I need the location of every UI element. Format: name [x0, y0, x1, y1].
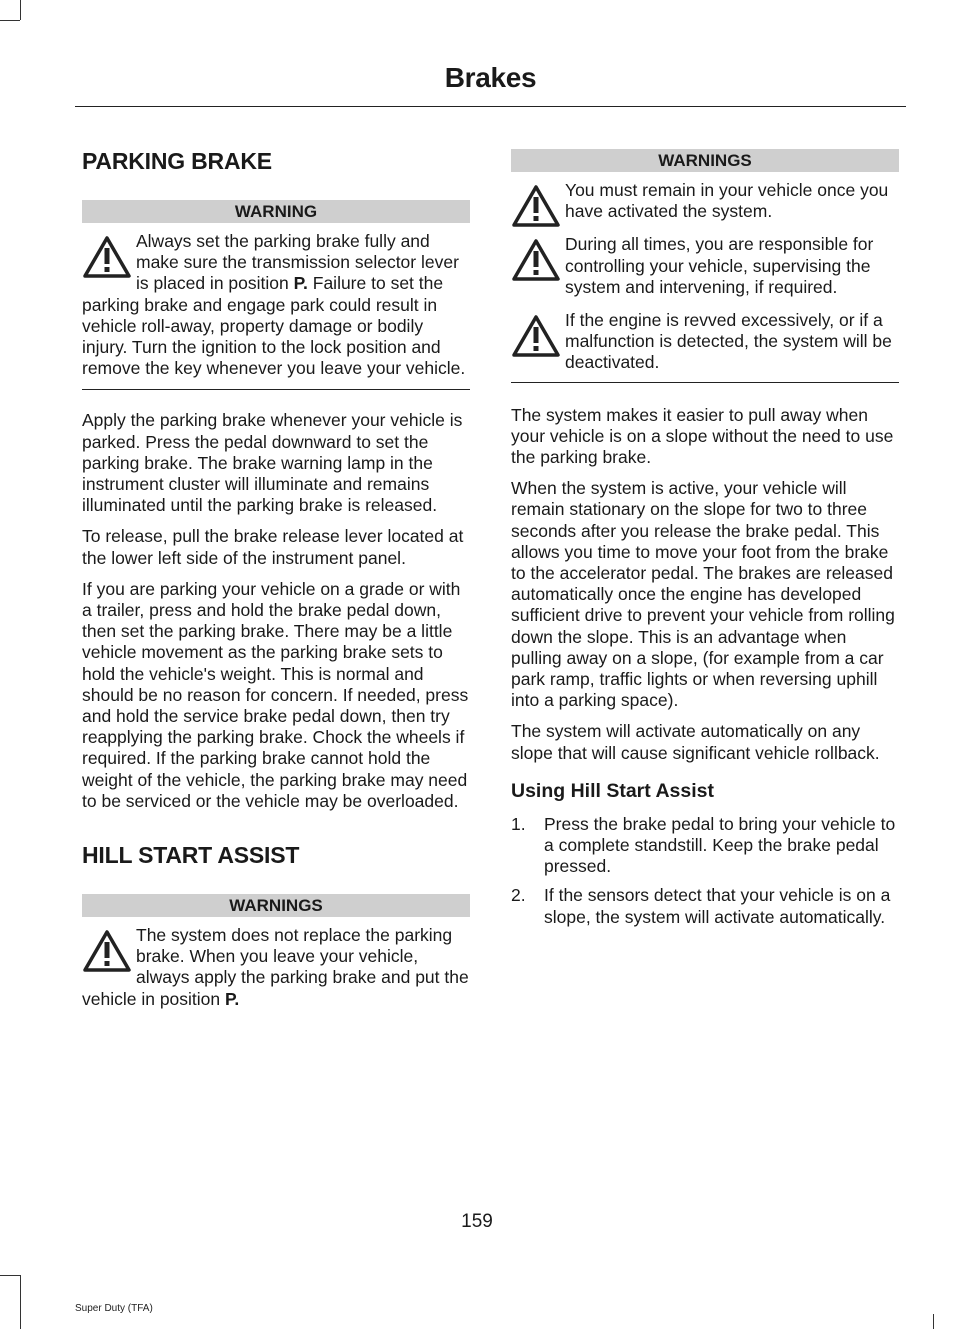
warning-text: During all times, you are responsible for controlling your vehicle, supervising the system and intervening, if required. — [565, 234, 874, 297]
crop-mark — [20, 0, 21, 20]
warning-item — [511, 310, 899, 374]
warning-header: WARNING — [82, 200, 470, 223]
warning-text: If the engine is revved excessively, or if a malfunction is detected, the system will be deactivated. — [565, 310, 892, 373]
warning-text: You must remain in your vehicle once you have activated the system. — [565, 180, 889, 222]
warning-text-continued: Failure to set the parking brake and engage park could result in vehicle roll-away, property damage or bodily injury. Turn the ignition to the lock position and remove the key whenever you leave your vehicle. — [82, 273, 466, 379]
warning-triangle-icon — [511, 184, 561, 228]
section-title-hill-start-assist: HILL START ASSIST — [82, 842, 300, 869]
warning-end-rule — [511, 382, 899, 383]
warning-text: Always set the parking brake fully and make sure the transmission selector lever is placed in position — [136, 231, 459, 294]
page-title: Brakes — [444, 62, 537, 93]
page-number: 159 — [461, 1211, 493, 1232]
left-column — [82, 140, 470, 1022]
crop-mark — [20, 1275, 21, 1329]
list-item — [511, 885, 899, 927]
paragraph: The system makes it easier to pull away when your vehicle is on a slope without the need to use the parking brake. — [511, 404, 894, 468]
right-column — [511, 149, 899, 936]
list-item — [511, 814, 899, 878]
paragraph: To release, pull the brake release lever located at the lower left side of the instrument panel. — [82, 526, 464, 568]
footer-model: Super Duty (TFA) — [75, 1303, 153, 1314]
step-text: If the sensors detect that your vehicle is on a slope, the system will activate automatically. — [544, 885, 891, 927]
warning-end-rule — [82, 389, 470, 390]
title-rule — [75, 106, 906, 107]
warning-item — [511, 180, 899, 222]
crop-mark — [933, 1314, 934, 1329]
steps-list — [511, 814, 899, 928]
step-number: 1. — [511, 813, 526, 834]
warning-item — [82, 231, 470, 379]
paragraph: Apply the parking brake whenever your vehicle is parked. Press the pedal downward to set the parking brake. The brake warning lamp in the instrument cluster will illuminate and remains illuminated until the parking brake is released. — [82, 410, 463, 516]
subsection-title-using-hill-start-assist: Using Hill Start Assist — [511, 779, 714, 802]
warning-item — [82, 925, 470, 1010]
warning-text: The system does not replace the parking brake. When you leave your vehicle, always apply the parking brake and put the vehicle in position — [82, 925, 469, 1009]
section-title-parking-brake: PARKING BRAKE — [82, 148, 272, 174]
position-p: P. — [293, 273, 308, 294]
warning-triangle-icon — [511, 238, 561, 282]
warning-triangle-icon — [82, 235, 132, 279]
warning-triangle-icon — [82, 929, 132, 973]
warning-triangle-icon — [511, 314, 561, 358]
step-text: Press the brake pedal to bring your vehicle to a complete standstill. Keep the brake pedal pressed. — [544, 813, 896, 877]
position-p: P. — [225, 988, 240, 1009]
warnings-header: WARNINGS — [82, 894, 470, 917]
paragraph: The system will activate automatically on any slope that will cause significant vehicle rollback. — [511, 721, 880, 763]
paragraph: When the system is active, your vehicle will remain stationary on the slope for two to three seconds after you release the brake pedal. This allows you time to move your foot from the brake to the accelerator pedal. The brakes are released automatically once the engine has developed sufficient drive to prevent your vehicle from rolling down the slope. This is an advantage when pulling away on a slope, (for example from a car park ramp, traffic lights or when reversing uphill into a parking space). — [511, 478, 895, 711]
warnings-header: WARNINGS — [511, 149, 899, 172]
step-number: 2. — [511, 885, 526, 906]
crop-mark — [0, 20, 20, 21]
paragraph: If you are parking your vehicle on a grade or with a trailer, press and hold the brake pedal down, then set the parking brake. There may be a little vehicle movement as the parking brake sets to hold the vehicle's weight. This is normal and should be no reason for concern. If needed, press and hold the service brake pedal down, then try reapplying the parking brake. Chock the wheels if required. If the parking brake cannot hold the weight of the vehicle, the parking brake may need to be serviced or the vehicle may be overloaded. — [82, 578, 469, 811]
crop-mark — [0, 1275, 20, 1276]
warning-item — [511, 234, 899, 298]
